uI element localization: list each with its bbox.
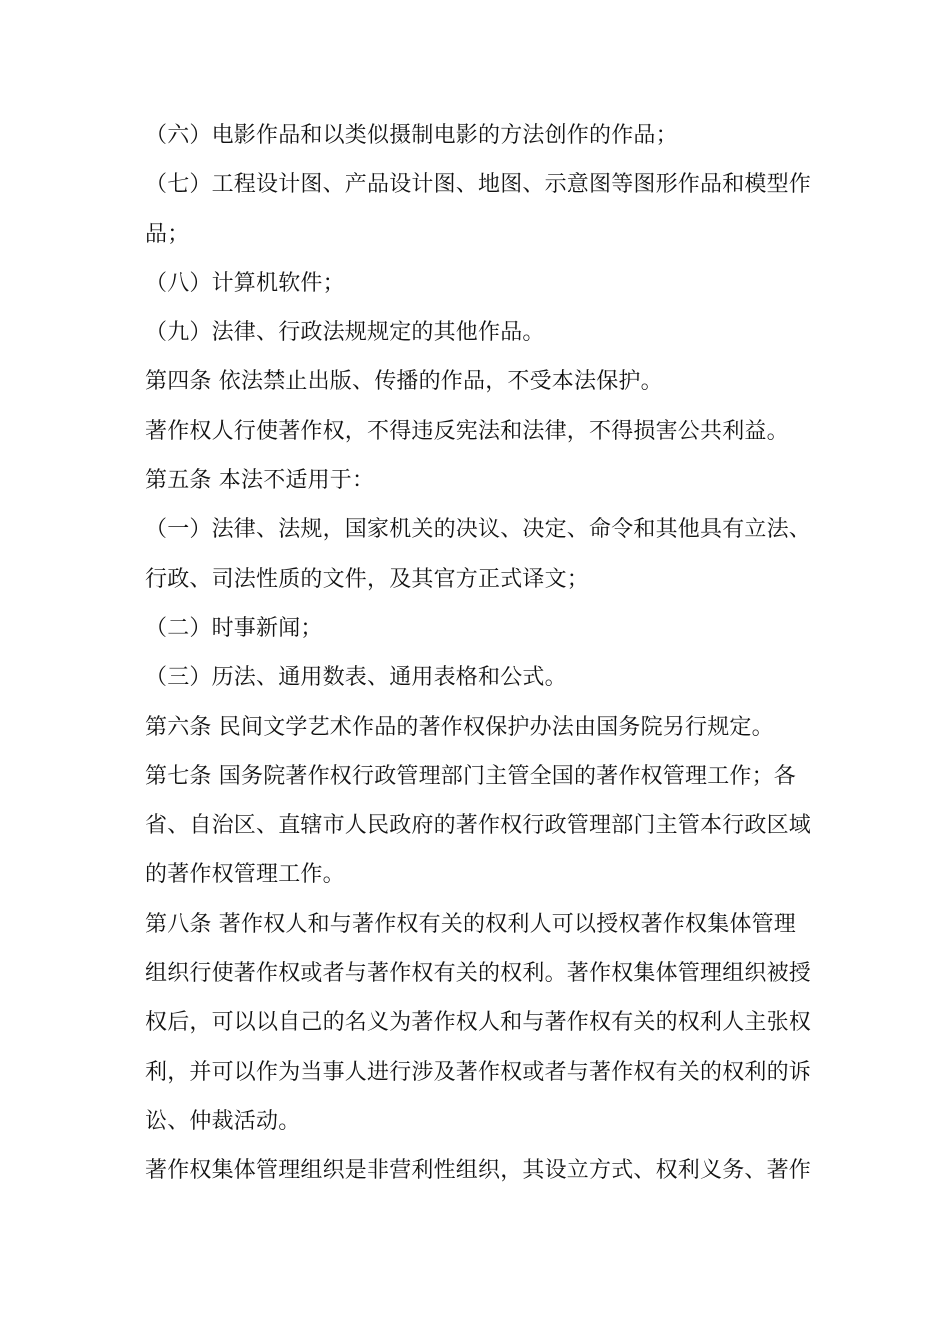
text-line: 第四条 依法禁止出版、传播的作品，不受本法保护。 bbox=[145, 369, 663, 395]
text-line: 省、自治区、直辖市人民政府的著作权行政管理部门主管本行政区域 bbox=[145, 813, 812, 839]
text-line: 品； bbox=[145, 221, 190, 247]
text-line: 著作权集体管理组织是非营利性组织，其设立方式、权利义务、著作 bbox=[145, 1158, 812, 1184]
text-line: 第六条 民间文学艺术作品的著作权保护办法由国务院另行规定。 bbox=[145, 714, 774, 740]
text-line: （七）工程设计图、产品设计图、地图、示意图等图形作品和模型作 bbox=[145, 172, 812, 198]
text-line: 第七条 国务院著作权行政管理部门主管全国的著作权管理工作；各 bbox=[145, 763, 796, 789]
text-line: 权后，可以以自己的名义为著作权人和与著作权有关的权利人主张权 bbox=[145, 1010, 812, 1036]
text-line: （六）电影作品和以类似摄制电影的方法创作的作品； bbox=[145, 123, 678, 148]
document-body bbox=[145, 111, 810, 1196]
text-line: （八）计算机软件； bbox=[145, 270, 345, 296]
text-line: 组织行使著作权或者与著作权有关的权利。著作权集体管理组织被授 bbox=[145, 961, 812, 987]
text-line: （二）时事新闻； bbox=[145, 615, 323, 641]
text-line: 著作权人行使著作权，不得违反宪法和法律，不得损害公共利益。 bbox=[145, 418, 789, 444]
text-line: 第八条 著作权人和与著作权有关的权利人可以授权著作权集体管理 bbox=[145, 911, 796, 937]
text-line: 的著作权管理工作。 bbox=[145, 862, 345, 888]
text-line: （九）法律、行政法规规定的其他作品。 bbox=[145, 320, 545, 346]
text-line: 讼、仲裁活动。 bbox=[145, 1108, 301, 1134]
text-line: 利，并可以作为当事人进行涉及著作权或者与著作权有关的权利的诉 bbox=[145, 1059, 812, 1085]
text-line: （三）历法、通用数表、通用表格和公式。 bbox=[145, 665, 567, 691]
text-line: （一）法律、法规，国家机关的决议、决定、命令和其他具有立法、 bbox=[145, 517, 812, 543]
text-line: 行政、司法性质的文件，及其官方正式译文； bbox=[145, 566, 590, 592]
text-line: 第五条 本法不适用于： bbox=[145, 468, 375, 494]
